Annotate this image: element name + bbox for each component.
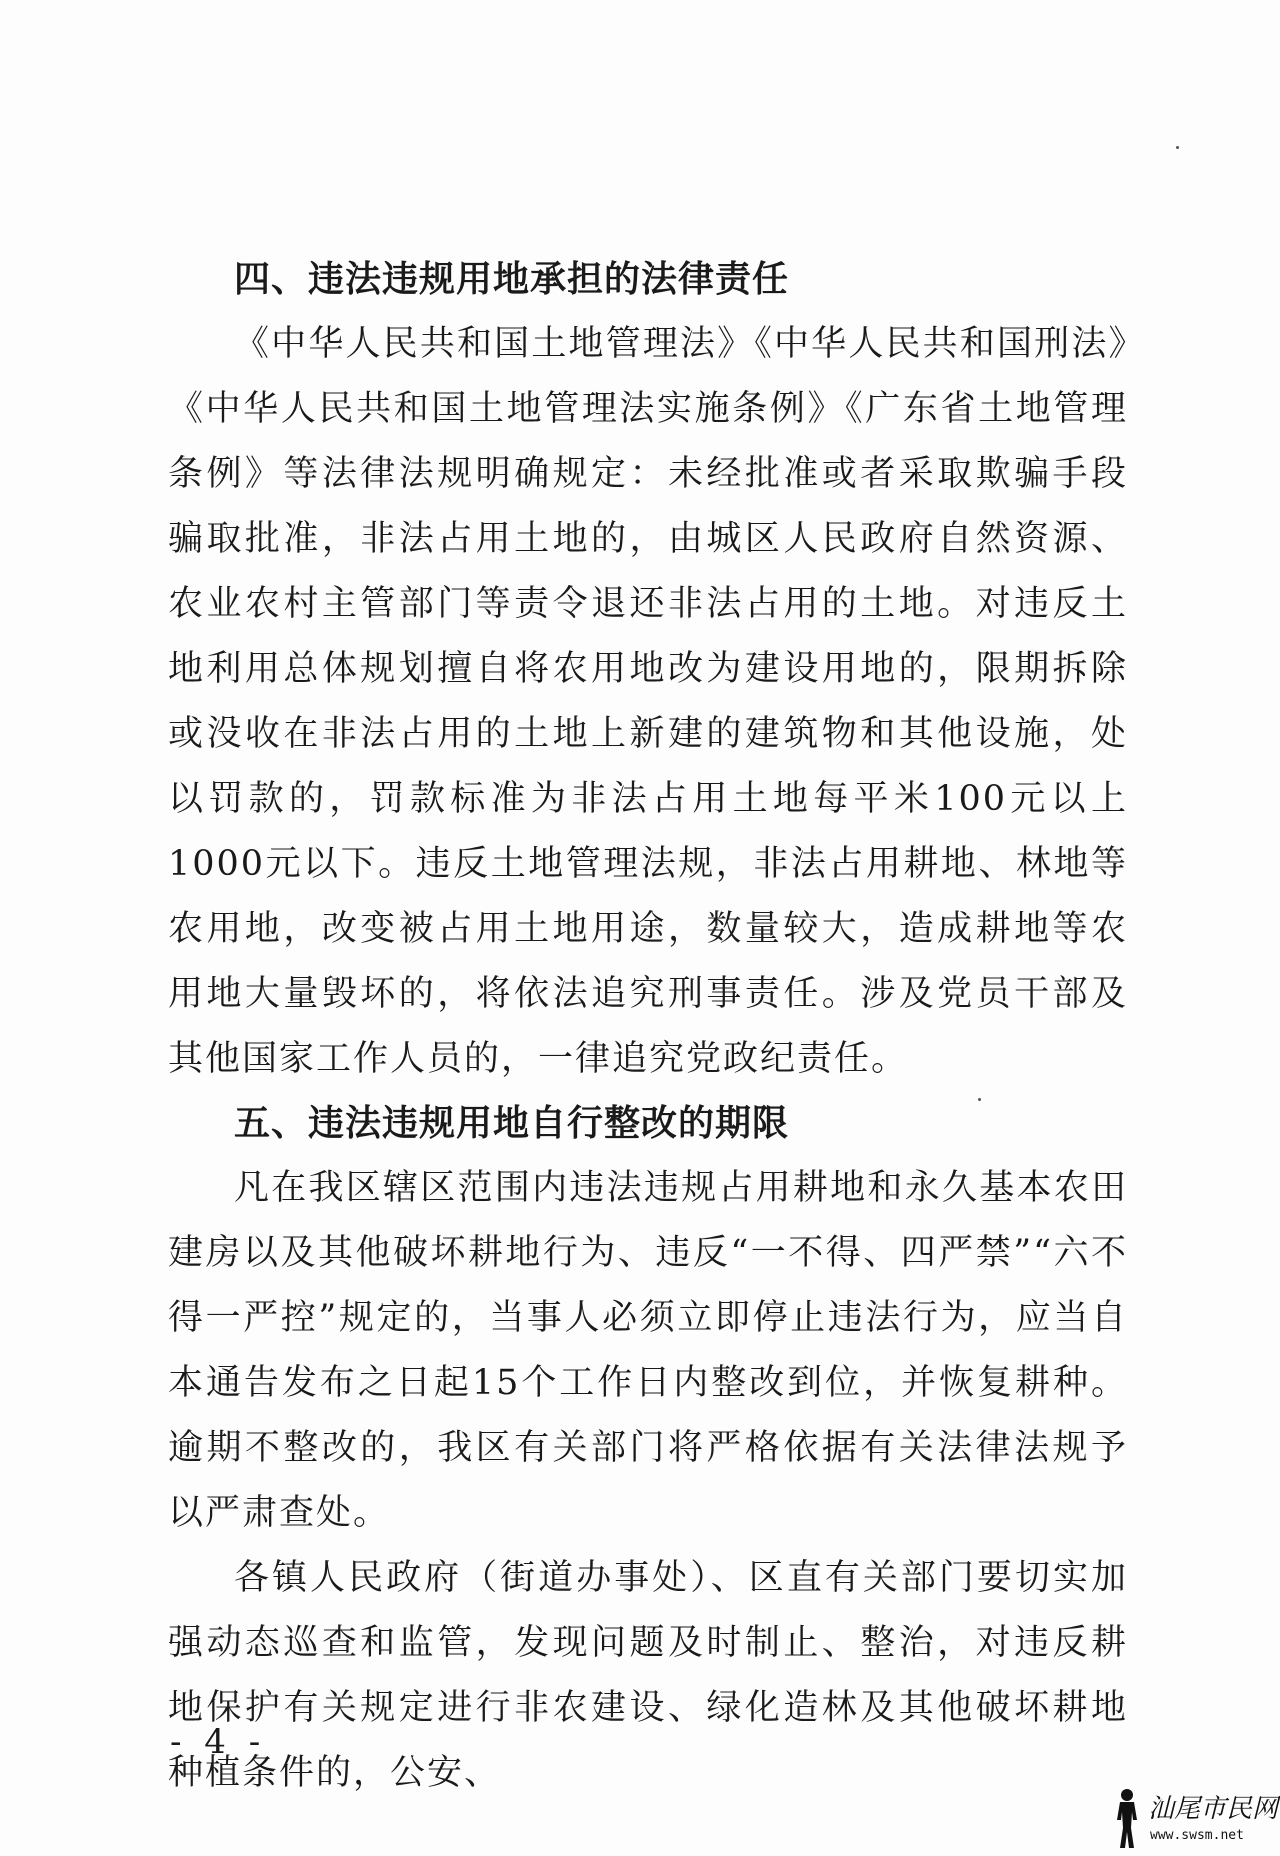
section-5-heading: 五、违法违规用地自行整改的期限 xyxy=(234,1103,790,1144)
section-4-paragraph: 《中华人民共和国土地管理法》《中华人民共和国刑法》《中华人民共和国土地管理法实施条例》《广东省土地管理条例》等法律法规明确规定：未经批准或者采取欺骗手段骗取批准，非法占用土地的，由城区人民政府自然资源、农业农村主管部门等责令退还非法占用的土地。对违反土地利用总体规划擅自将农用地改为建设用地的，限期拆除或没收在非法占用的土地上新建的建筑物和其他设施，处以罚款的，罚款标准为非法占用土地每平米100元以上1000元以下。违反土地管理法规，非法占用耕地、林地等农用地，改变被占用土地用途，数量较大，造成耕地等农用地大量毁坏的，将依法追究刑事责任。涉及党员干部及其他国家工作人员的，一律追究党政纪责任。 xyxy=(168,324,1128,1079)
watermark-url: www.swsm.net xyxy=(1150,1828,1244,1843)
scan-speck xyxy=(1176,146,1179,149)
site-watermark xyxy=(1110,1786,1279,1852)
person-silhouette-icon xyxy=(1110,1788,1144,1850)
section-5-paragraph-1: 凡在我区辖区范围内违法违规占用耕地和永久基本农田建房以及其他破坏耕地行为、违反“一不得、四严禁”“六不得一严控”规定的，当事人必须立即停止违法行为，应当自本通告发布之日起15个工作日内整改到位，并恢复耕种。逾期不整改的，我区有关部门将严格依据有关法律法规予以严肃查处。 xyxy=(168,1168,1128,1533)
document-body xyxy=(168,248,1128,1806)
page-number: - 4 - xyxy=(170,1722,267,1762)
watermark-site-name: 汕尾市民网 xyxy=(1148,1794,1279,1824)
section-4-heading: 四、违法违规用地承担的法律责任 xyxy=(234,259,790,300)
scan-speck xyxy=(978,1098,981,1101)
section-5-paragraph-2: 各镇人民政府（街道办事处）、区直有关部门要切实加强动态巡查和监管，发现问题及时制止、整治，对违反耕地保护有关规定进行非农建设、绿化造林及其他破坏耕地种植条件的，公安、 xyxy=(168,1558,1128,1793)
